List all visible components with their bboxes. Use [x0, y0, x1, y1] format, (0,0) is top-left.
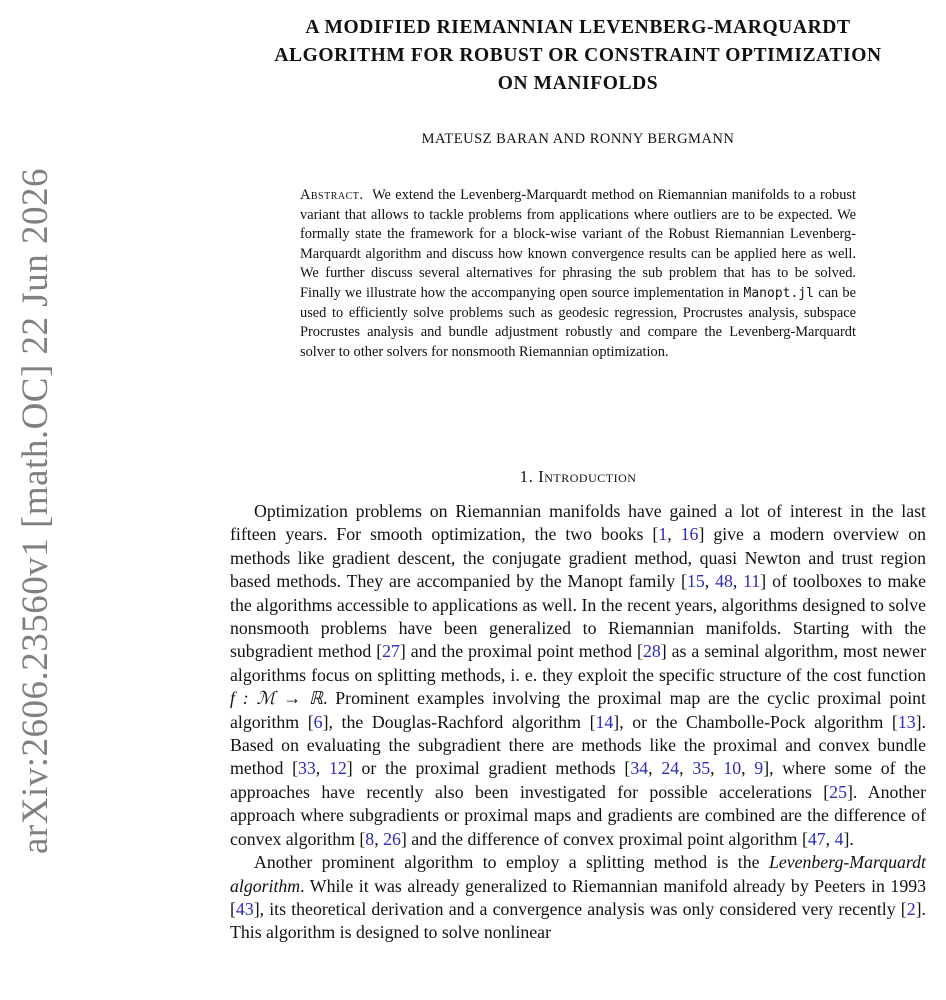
- text-run: ].: [843, 828, 854, 849]
- arxiv-identifier-stamp: arXiv:2606.23560v1 [math.OC] 22 Jun 2026: [15, 168, 56, 854]
- citation-link[interactable]: 1: [658, 524, 668, 545]
- citation-link[interactable]: 24: [661, 758, 680, 779]
- paragraph-2: [230, 851, 926, 945]
- citation-link[interactable]: 14: [595, 711, 614, 732]
- citation-link[interactable]: 2: [906, 898, 916, 919]
- title-line-1: A MODIFIED RIEMANNIAN LEVENBERG-MARQUARDT: [305, 17, 851, 38]
- abstract-code-package: Manopt.jl: [743, 285, 814, 301]
- text-run: ] and the proximal point method [: [399, 641, 643, 662]
- text-run: ] as a seminal algorithm, most newer algorithms focus on splitting methods, i. e. they exploit the specific structure of the cost function: [230, 641, 926, 685]
- math-cost-function: f : ℳ → ℝ: [230, 688, 324, 709]
- citation-link[interactable]: 26: [383, 828, 401, 849]
- text-run: ], the Douglas-Rachford algorithm [: [322, 711, 596, 732]
- citation-link[interactable]: 12: [329, 758, 347, 779]
- text-run: ,: [732, 571, 744, 592]
- text-run: ,: [825, 828, 835, 849]
- abstract-text-1: We extend the Levenberg-Marquardt method on Riemannian manifolds to a robust variant that allows to tackle problems from applications where outliers are to be expected. We formally state the framework for a block-wise variant of the Robust Riemannian Levenberg-Marquardt algorithm and discuss how known convergence results can be applied here as well. We further discuss several alternatives for phrasing the sub problem that has to be solved. Finally we illustrate how the accompanying open source implementation in: [300, 187, 857, 301]
- text-run: Another prominent algorithm to employ a splitting method is the: [254, 852, 769, 873]
- text-run: ,: [679, 758, 693, 779]
- section-number: 1.: [519, 467, 534, 486]
- text-run: . Prominent examples involving the proximal map are the cyclic proximal point algorithm [: [230, 688, 926, 732]
- citation-link[interactable]: 33: [298, 758, 316, 779]
- title-line-3: ON MANIFOLDS: [497, 73, 659, 94]
- citation-link[interactable]: 35: [692, 758, 711, 779]
- text-run: ]. Based on evaluating the subgradient there are methods like the proximal and convex bundle method [: [230, 711, 926, 779]
- citation-link[interactable]: 4: [834, 828, 844, 849]
- text-run: ] give a modern overview on methods like gradient descent, the conjugate gradient method, quasi Newton and trust region based methods. They are accompanied by the Manopt family [: [230, 524, 926, 592]
- citation-link[interactable]: 15: [686, 571, 705, 592]
- abstract-text-2: can be used to efficiently solve problems such as geodesic regression, Procrustes analysis, subspace Procrustes analysis and bundle adjustment robustly and compare the Levenberg-Marquardt solver to other solvers for nonsmooth Riemannian optimization.: [300, 284, 856, 360]
- introduction-body: [230, 500, 926, 945]
- citation-link[interactable]: 6: [313, 711, 323, 732]
- author-list: MATEUSZ BARAN AND RONNY BERGMANN: [421, 131, 735, 147]
- section-title: Introduction: [538, 467, 637, 486]
- text-run: ], its theoretical derivation and a convergence analysis was only considered very recently [: [253, 898, 907, 919]
- citation-link[interactable]: 43: [235, 898, 254, 919]
- text-run: ,: [648, 758, 662, 779]
- text-run: ,: [710, 758, 724, 779]
- citation-link[interactable]: 16: [680, 524, 699, 545]
- text-run: ]. This algorithm is designed to solve nonlinear: [230, 898, 926, 943]
- citation-link[interactable]: 8: [365, 828, 375, 849]
- citation-link[interactable]: 47: [807, 828, 826, 849]
- citation-link[interactable]: 27: [382, 641, 400, 662]
- citation-link[interactable]: 10: [723, 758, 742, 779]
- text-run: ]. Another approach where subgradients or proximal maps and gradients are combined are the difference of convex algorithm [: [230, 781, 926, 849]
- text-run: . While it was already generalized to Riemannian manifold already by Peeters in 1993 [: [230, 875, 926, 919]
- section-heading-introduction: [228, 467, 928, 487]
- citation-link[interactable]: 25: [829, 781, 847, 802]
- text-run: ,: [374, 828, 384, 849]
- citation-link[interactable]: 34: [630, 758, 649, 779]
- text-run: ] of toolboxes to make the algorithms accessible to applications as well. In the recent years, algorithms designed to solve nonsmooth problems have been generalized to Riemannian manifolds. Starting with the subgradient method [: [230, 571, 927, 662]
- citation-link[interactable]: 11: [743, 571, 761, 592]
- text-run: Optimization problems on Riemannian manifolds have gained a lot of interest in the last fifteen years. For smooth optimization, the two books [: [230, 501, 926, 545]
- abstract: [300, 186, 856, 362]
- text-run: ] and the difference of convex proximal point algorithm [: [400, 828, 808, 849]
- text-run: ] or the proximal gradient methods [: [346, 758, 631, 779]
- title-line-2: ALGORITHM FOR ROBUST OR CONSTRAINT OPTIMIZATION: [274, 45, 882, 66]
- abstract-label: Abstract.: [300, 187, 364, 203]
- text-run: ,: [704, 571, 716, 592]
- text-run: ], or the Chambolle-Pock algorithm [: [613, 711, 898, 732]
- emphasis-levenberg-marquardt: Levenberg-Marquardt algorithm: [230, 852, 926, 896]
- text-run: ,: [741, 758, 755, 779]
- paragraph-1: [230, 500, 926, 851]
- citation-link[interactable]: 28: [642, 641, 661, 662]
- text-run: ,: [315, 758, 329, 779]
- paper-title: [228, 14, 928, 98]
- citation-link[interactable]: 48: [715, 571, 733, 592]
- citation-link[interactable]: 13: [897, 711, 916, 732]
- text-run: ], where some of the approaches have recently also been investigated for possible accelerations [: [230, 758, 927, 802]
- text-run: ,: [667, 524, 681, 545]
- citation-link[interactable]: 9: [754, 758, 764, 779]
